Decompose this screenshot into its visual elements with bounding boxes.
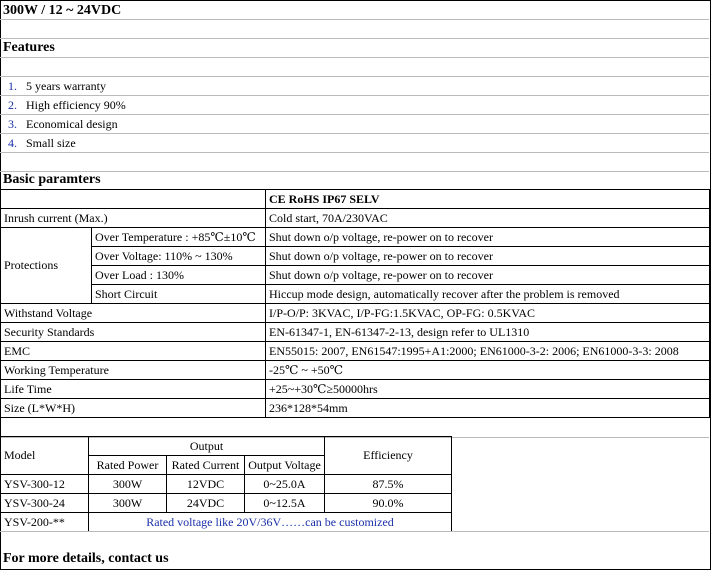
param-value: I/P-O/P: 3KVAC, I/P-FG:1.5KVAC, OP-FG: 0.5KVAC	[266, 304, 710, 323]
basic-params-heading: Basic paramters	[3, 172, 101, 187]
param-label: Protections	[1, 228, 92, 304]
divider	[0, 38, 709, 39]
output-header: Output	[89, 437, 325, 456]
features-heading: Features	[3, 40, 55, 55]
custom-note: Rated voltage like 20V/36V……can be customized	[89, 513, 452, 532]
param-sublabel: Short Circuit	[92, 285, 266, 304]
table-row	[1, 513, 452, 532]
model-cell: YSV-300-12	[1, 475, 89, 494]
model-header: Model	[1, 437, 89, 475]
model-cell: YSV-300-24	[1, 494, 89, 513]
param-value: Hiccup mode design, automatically recover after the problem is removed	[266, 285, 710, 304]
rated-current-header: Rated Current	[167, 456, 245, 475]
models-table	[0, 436, 452, 532]
current-cell: 12VDC	[167, 475, 245, 494]
param-sublabel: Over Load : 130%	[92, 266, 266, 285]
param-value: Shut down o/p voltage, re-power on to recover	[266, 266, 710, 285]
power-cell: 300W	[89, 475, 167, 494]
feature-number: 1.	[8, 79, 17, 93]
param-label: EMC	[1, 342, 266, 361]
param-sublabel: Over Temperature : +85℃±10℃	[92, 228, 266, 247]
param-label: Inrush current (Max.)	[1, 209, 266, 228]
param-label: Size (L*W*H)	[1, 399, 266, 418]
feature-text: Small size	[26, 136, 76, 150]
param-value: Shut down o/p voltage, re-power on to recover	[266, 228, 710, 247]
feature-text: Economical design	[26, 117, 118, 131]
page-title: 300W / 12 ~ 24VDC	[0, 1, 709, 20]
feature-number: 3.	[8, 117, 17, 131]
param-label: Security Standards	[1, 323, 266, 342]
feature-item	[0, 96, 126, 114]
param-value: Shut down o/p voltage, re-power on to recover	[266, 247, 710, 266]
efficiency-cell: 87.5%	[325, 475, 452, 494]
certifications: CE RoHS IP67 SELV	[266, 190, 710, 209]
feature-number: 4.	[8, 136, 17, 150]
param-value: 236*128*54mm	[266, 399, 710, 418]
divider	[0, 76, 709, 77]
divider	[0, 171, 709, 172]
param-value: EN55015: 2007, EN61547:1995+A1:2000; EN61000-3-2: 2006; EN61000-3-3: 2008	[266, 342, 710, 361]
model-cell: YSV-200-**	[1, 513, 89, 532]
table-row	[1, 475, 452, 494]
efficiency-header: Efficiency	[325, 437, 452, 475]
rated-power-header: Rated Power	[89, 456, 167, 475]
divider	[0, 152, 709, 153]
param-value: +25~+30℃≥50000hrs	[266, 380, 710, 399]
contact-line: For more details, contact us	[3, 551, 169, 566]
output-voltage-header: Output Voltage	[245, 456, 325, 475]
current-cell: 24VDC	[167, 494, 245, 513]
param-value: Cold start, 70A/230VAC	[266, 209, 710, 228]
efficiency-cell: 90.0%	[325, 494, 452, 513]
param-label: Withstand Voltage	[1, 304, 266, 323]
feature-item	[0, 77, 106, 95]
voltage-cell: 0~25.0A	[245, 475, 325, 494]
param-label: Life Time	[1, 380, 266, 399]
param-label: Working Temperature	[1, 361, 266, 380]
feature-item	[0, 115, 118, 133]
feature-item	[0, 134, 76, 152]
divider	[0, 531, 709, 532]
params-table	[0, 189, 710, 418]
param-sublabel: Over Voltage: 110% ~ 130%	[92, 247, 266, 266]
param-value: -25℃ ~ +50℃	[266, 361, 710, 380]
power-cell: 300W	[89, 494, 167, 513]
feature-number: 2.	[8, 98, 17, 112]
param-value: EN-61347-1, EN-61347-2-13, design refer to UL1310	[266, 323, 710, 342]
voltage-cell: 0~12.5A	[245, 494, 325, 513]
divider	[0, 133, 709, 134]
feature-text: High efficiency 90%	[26, 98, 126, 112]
feature-text: 5 years warranty	[26, 79, 106, 93]
table-row	[1, 494, 452, 513]
divider	[0, 57, 709, 58]
